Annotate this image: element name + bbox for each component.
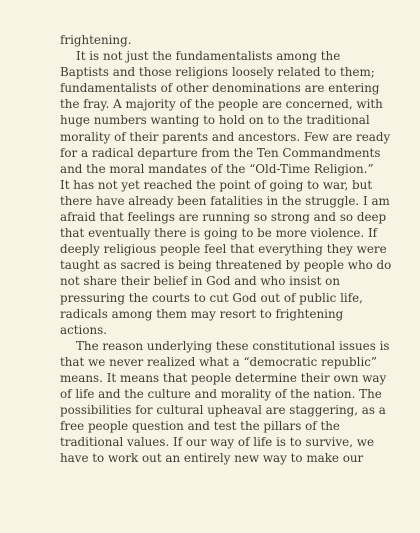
text-line: It has not yet reached the point of going to war, but [60,177,373,192]
text-line: that eventually there is going to be more violence. If [60,226,378,241]
text-line: for a radical departure from the Ten Commandments [60,145,381,160]
text-line: fundamentalists of other denominations are entering [60,81,380,96]
text-line: morality of their parents and ancestors. Few are ready [60,129,391,144]
text-line: radicals among them may resort to frightening [60,306,344,321]
text-line: that we never realized what a “democratic republic” [60,354,378,369]
paragraph-fundamentalists [60,48,392,338]
text-line: pressuring the courts to cut God out of public life, [60,290,363,305]
text-line: possibilities for cultural upheaval are staggering, as a [60,403,386,418]
text-line: frightening. [60,33,132,47]
paragraph-democratic-republic [60,338,390,467]
text-line: free people question and test the pillars of the [60,419,340,434]
text-line: and the moral mandates of the “Old-Time Religion.” [60,161,374,176]
text-line: The reason underlying these constitutional issues is [76,338,390,353]
text-line: Baptists and those religions loosely related to them; [60,65,375,80]
text-line: taught as sacred is being threatened by people who do [60,258,392,273]
text-line: have to work out an entirely new way to make our [60,451,364,466]
text-line: means. It means that people determine their own way [60,370,387,385]
text-line: traditional values. If our way of life is to survive, we [60,435,374,450]
paragraph-continuation [60,32,386,48]
text-line: deeply religious people feel that everything they were [60,242,387,257]
text-line: there have already been fatalities in the struggle. I am [60,193,390,208]
text-line: not share their belief in God and who insist on [60,274,340,289]
text-line: the fray. A majority of the people are concerned, with [60,97,383,112]
text-line: actions. [60,322,108,337]
text-line: afraid that feelings are running so strong and so deep [60,210,387,225]
text-line: of life and the culture and morality of the nation. The [60,387,382,402]
text-line: huge numbers wanting to hold on to the traditional [60,113,370,128]
text-line: It is not just the fundamentalists among the [76,49,341,64]
